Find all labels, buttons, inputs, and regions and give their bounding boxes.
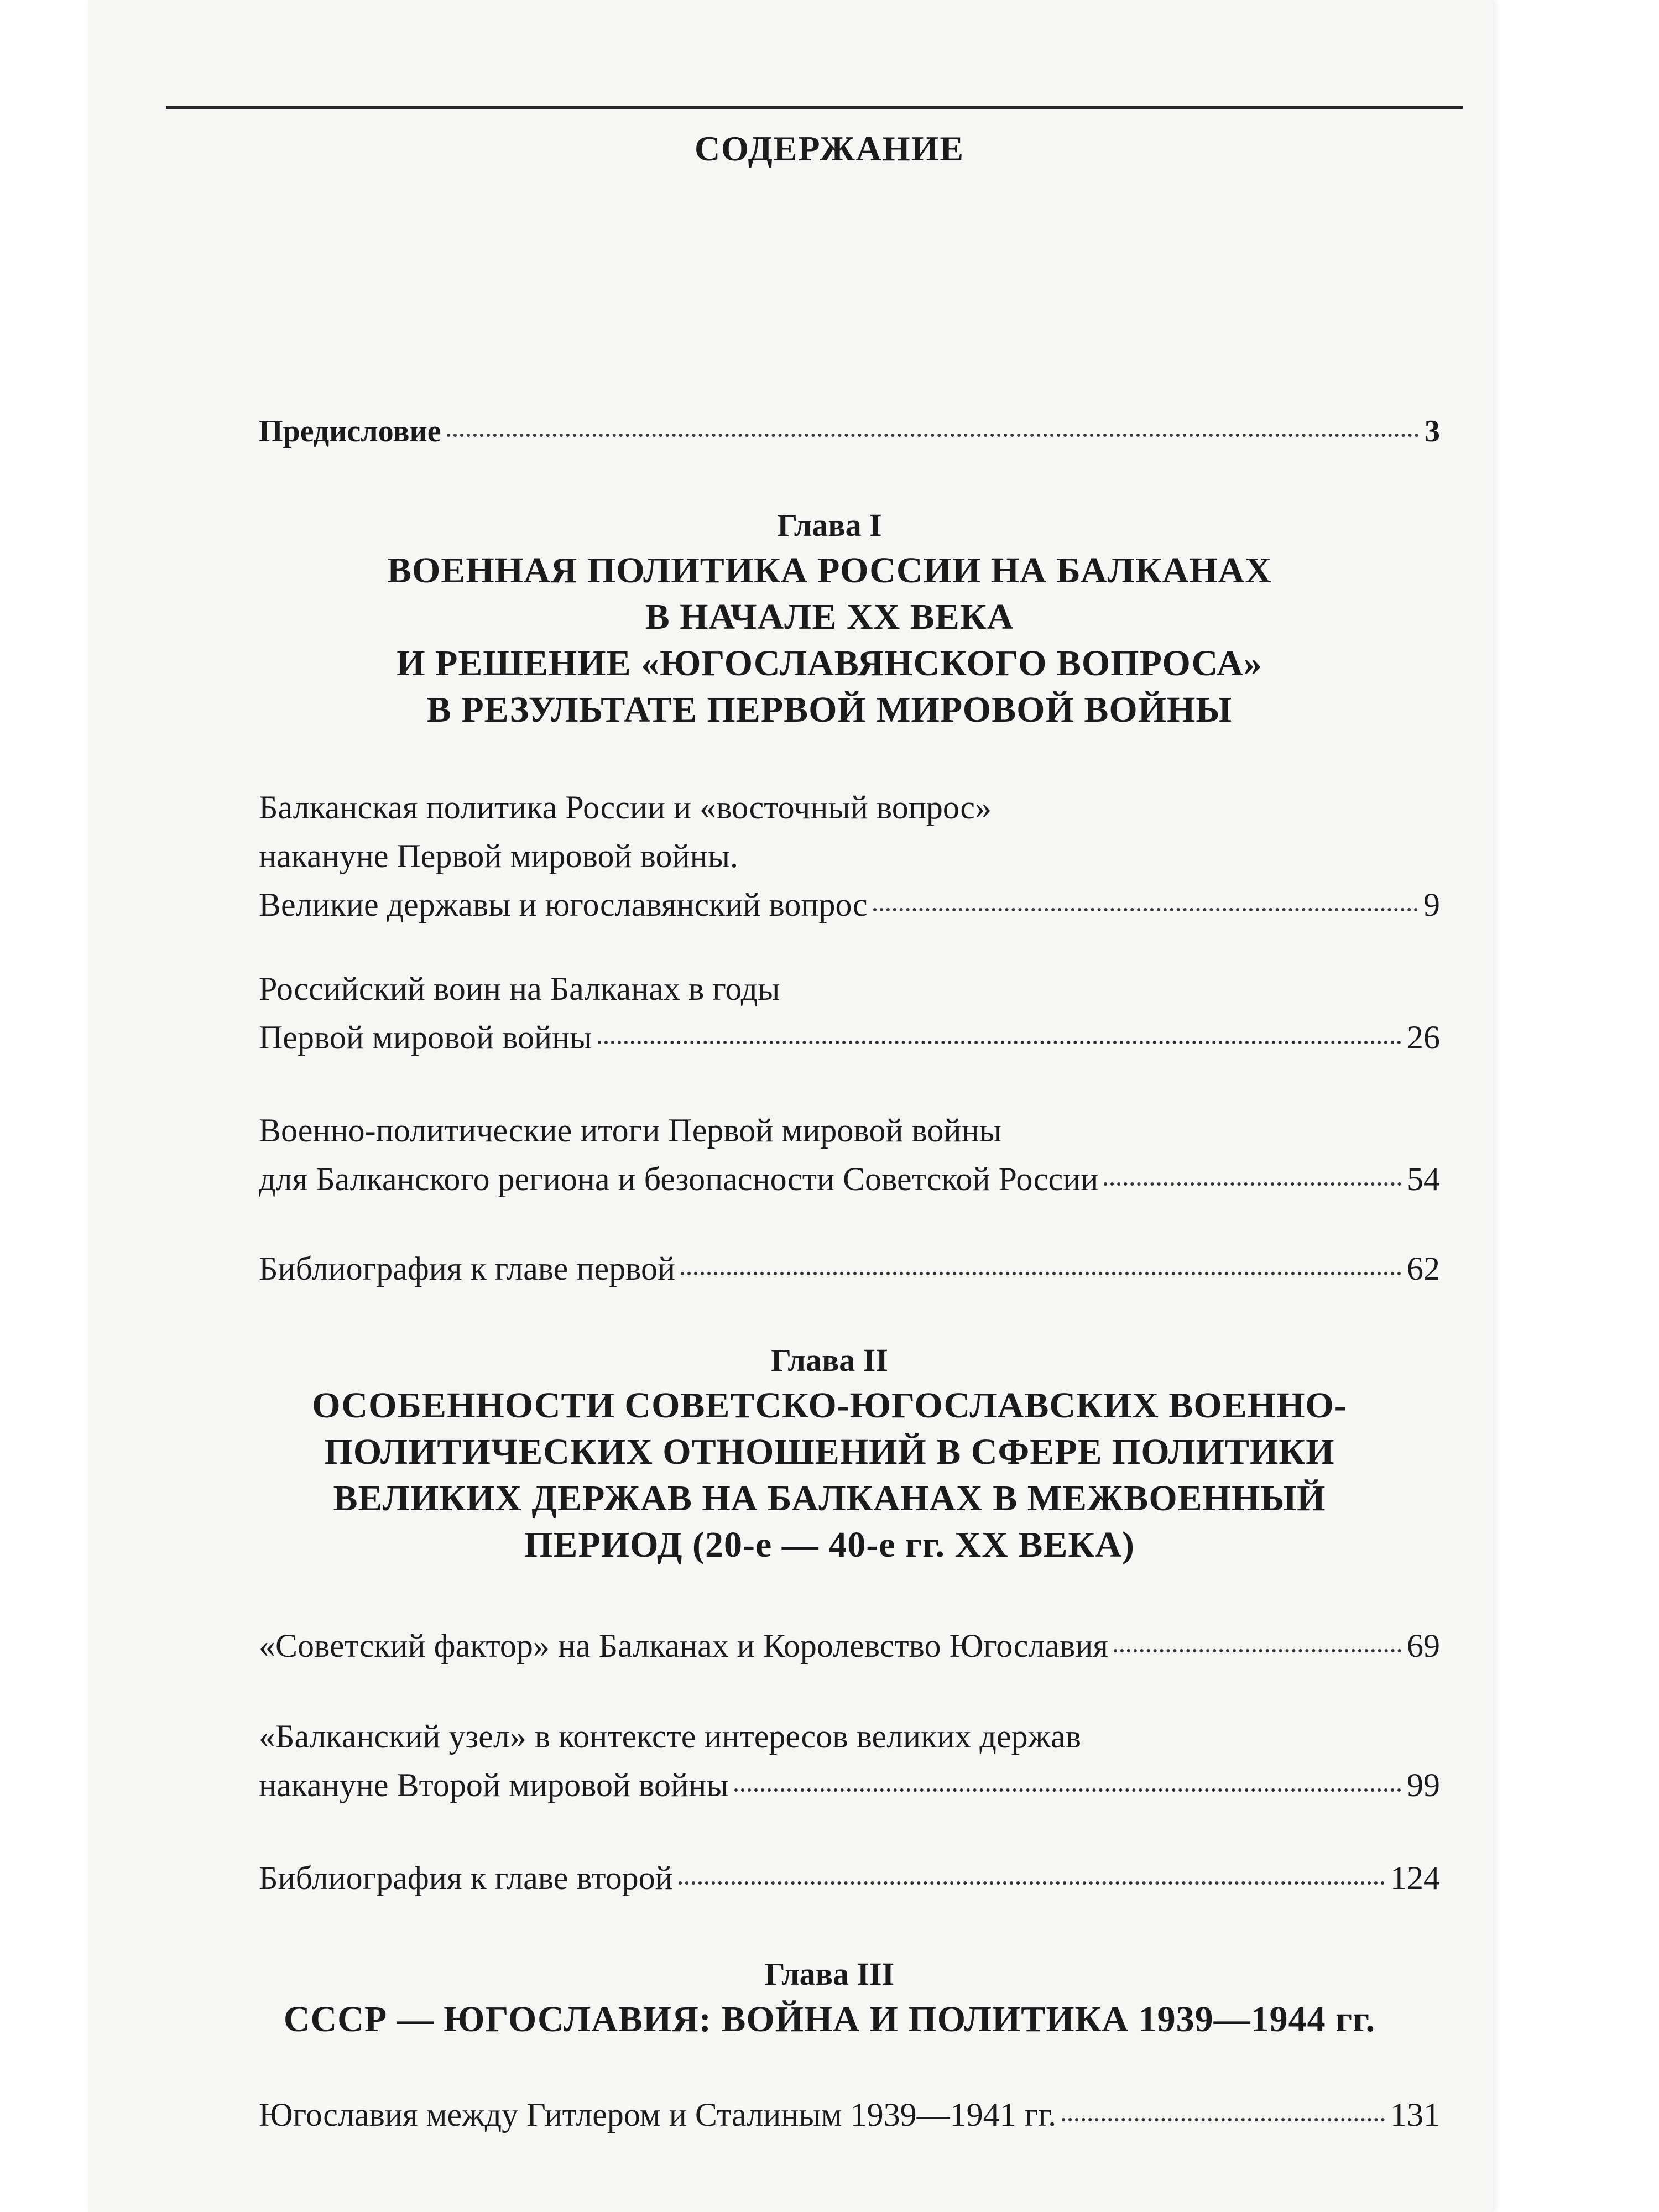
- leader-dots: [1062, 2118, 1385, 2121]
- chapter-title-line: ПЕРИОД (20-е — 40-е гг. XX ВЕКА): [524, 1525, 1135, 1565]
- chapter-title-line: ОСОБЕННОСТИ СОВЕТСКО-ЮГОСЛАВСКИХ ВОЕННО-: [312, 1385, 1347, 1426]
- toc-entry-text: накануне Второй мировой войны: [259, 1767, 729, 1803]
- toc-entry-text: «Балканский узел» в контексте интересов великих держав: [259, 1718, 1081, 1755]
- chapter-title-line: И РЕШЕНИЕ «ЮГОСЛАВЯНСКОГО ВОПРОСА»: [397, 643, 1262, 684]
- toc-entry-bibliography-2[interactable]: [259, 1854, 1440, 1902]
- toc-page-number: 3: [1425, 414, 1440, 448]
- toc-page-number: 99: [1407, 1767, 1440, 1803]
- leader-dots: [447, 434, 1419, 437]
- chapter-label: Глава II: [771, 1342, 888, 1378]
- leader-dots: [598, 1041, 1401, 1044]
- toc-entry-text: Югославия между Гитлером и Сталиным 1939—1941 гг.: [259, 2096, 1057, 2133]
- toc-page-number: 54: [1407, 1161, 1440, 1197]
- toc-entry-text: Первой мировой войны: [259, 1019, 592, 1056]
- chapter-1-heading: [0, 503, 1659, 733]
- leader-dots: [1114, 1649, 1401, 1652]
- toc-entry-text: Военно-политические итоги Первой мировой войны: [259, 1112, 1001, 1149]
- toc-page-number: 26: [1407, 1019, 1440, 1056]
- toc-entry-text: Библиография к главе первой: [259, 1250, 676, 1287]
- toc-entry-text: Предисловие: [259, 414, 441, 448]
- toc-entry-soviet-factor[interactable]: [259, 1621, 1440, 1670]
- header-rule: [166, 106, 1463, 109]
- toc-entry-russian-soldier[interactable]: [259, 964, 1440, 1062]
- toc-entry-bibliography-1[interactable]: [259, 1244, 1440, 1293]
- chapter-2-heading: [0, 1338, 1659, 1568]
- toc-page-number: 62: [1407, 1250, 1440, 1287]
- toc-entry-text: для Балканского региона и безопасности Советской России: [259, 1161, 1099, 1197]
- leader-dots: [681, 1272, 1401, 1275]
- toc-entry-military-results[interactable]: [259, 1106, 1440, 1203]
- toc-entry-text: накануне Первой мировой войны.: [259, 838, 739, 874]
- chapter-title-line: В НАЧАЛЕ XX ВЕКА: [645, 597, 1014, 637]
- leader-dots: [734, 1788, 1401, 1792]
- toc-entry-text: Российский воин на Балканах в годы: [259, 971, 780, 1007]
- toc-entry-preface[interactable]: [259, 407, 1440, 456]
- chapter-title-line: ВЕЛИКИХ ДЕРЖАВ НА БАЛКАНАХ В МЕЖВОЕННЫЙ: [333, 1478, 1326, 1519]
- toc-page-number: 131: [1390, 2096, 1440, 2133]
- toc-entry-text: Балканская политика России и «восточный вопрос»: [259, 789, 992, 826]
- toc-entry-text: «Советский фактор» на Балканах и Королевство Югославия: [259, 1627, 1108, 1664]
- chapter-title-line: СССР — ЮГОСЛАВИЯ: ВОЙНА И ПОЛИТИКА 1939—1944 гг.: [283, 1999, 1376, 2039]
- toc-entry-text: Великие державы и югославянский вопрос: [259, 886, 868, 923]
- chapter-title-line: В РЕЗУЛЬТАТЕ ПЕРВОЙ МИРОВОЙ ВОЙНЫ: [426, 690, 1233, 730]
- toc-entry-balkan-knot[interactable]: [259, 1712, 1440, 1809]
- toc-entry-great-powers[interactable]: [259, 880, 1440, 929]
- chapter-label: Глава III: [764, 1956, 895, 1992]
- leader-dots: [679, 1881, 1385, 1885]
- leader-dots: [1104, 1182, 1401, 1186]
- toc-entry-text: Библиография к главе второй: [259, 1860, 673, 1896]
- page-title: СОДЕРЖАНИЕ: [694, 129, 965, 168]
- chapter-label: Глава I: [777, 507, 882, 543]
- toc-entry-balkan-policy[interactable]: [259, 783, 1440, 880]
- leader-dots: [873, 908, 1418, 911]
- chapter-title-line: ПОЛИТИЧЕСКИХ ОТНОШЕНИЙ В СФЕРЕ ПОЛИТИКИ: [324, 1432, 1335, 1472]
- chapter-title-line: ВОЕННАЯ ПОЛИТИКА РОССИИ НА БАЛКАНАХ: [387, 550, 1272, 591]
- toc-page-number: 124: [1390, 1860, 1440, 1896]
- toc-entry-yugoslavia-hitler-stalin[interactable]: [259, 2090, 1440, 2139]
- toc-page-number: 69: [1407, 1627, 1440, 1664]
- chapter-3-heading: [0, 1952, 1659, 2043]
- toc-page-number: 9: [1423, 886, 1440, 923]
